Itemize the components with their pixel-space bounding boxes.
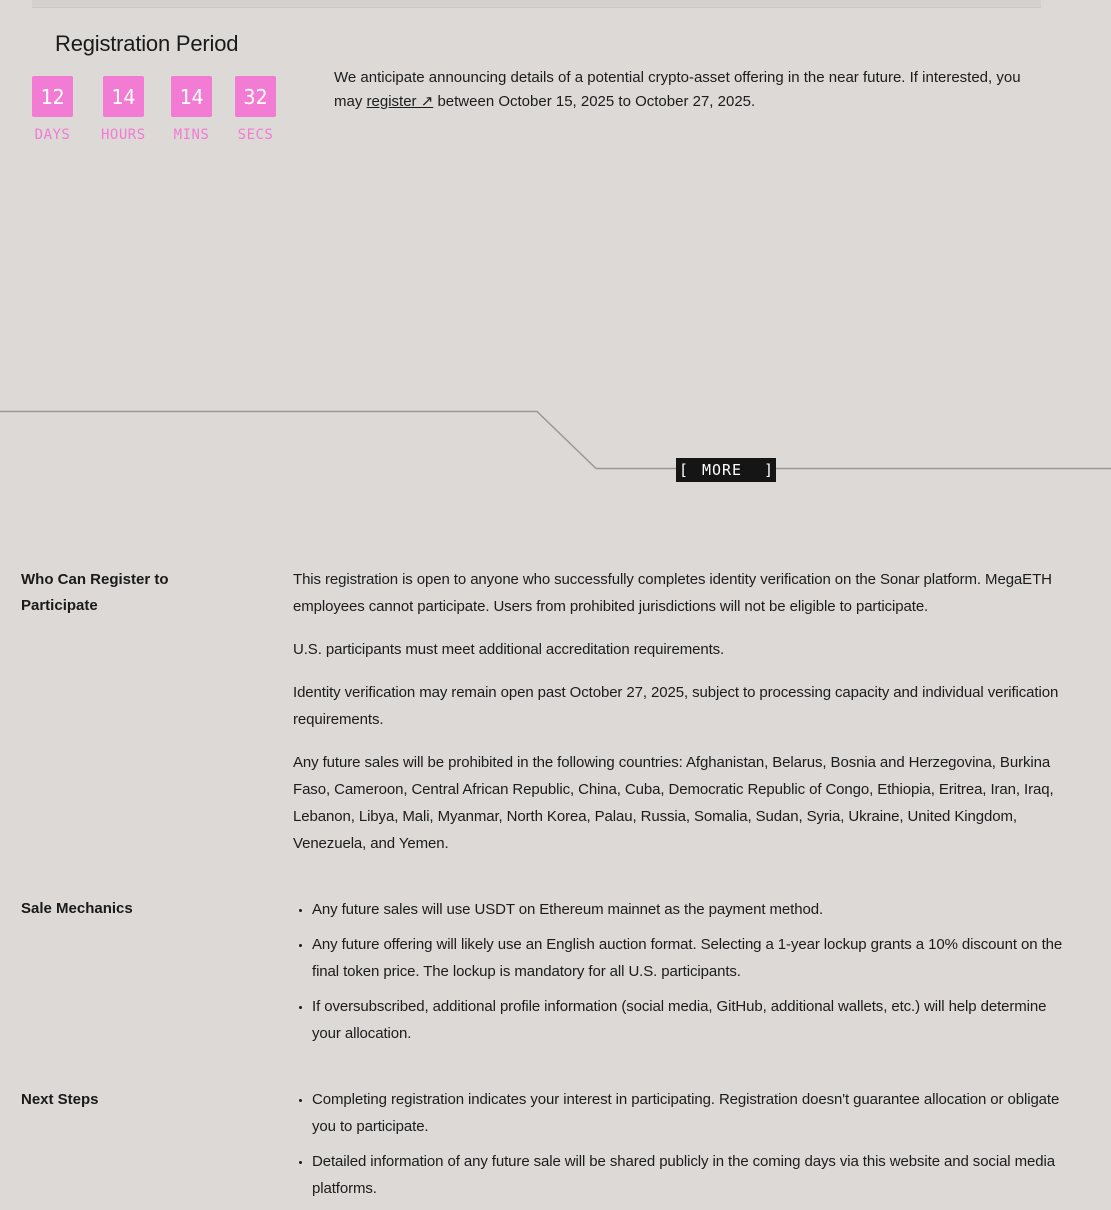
list-item: • Any future sales will use USDT on Ethereum mainnet as the payment method.: [312, 896, 1063, 923]
countdown-hours-label: HOURS: [101, 127, 146, 143]
register-link[interactable]: register ↗: [366, 93, 434, 110]
more-button-label: MORE: [701, 461, 743, 479]
who-paragraph-verification: Identity verification may remain open past October 27, 2025, subject to processing capacity and individual verification requirements.: [293, 684, 1059, 728]
registration-intro-text: [334, 66, 1034, 114]
countdown-secs-label: SECS: [237, 127, 274, 143]
next-steps-body: [293, 1086, 1063, 1210]
who-paragraph-prohibited: Any future sales will be prohibited in the following countries: Afghanistan, Belarus, Bosnia and Herzegovina, Burkina Faso, Cameroon, Central African Republic, China, Cuba, Democratic Republic of Congo, Ethiopia, Eritrea, Iran, Iraq, Lebanon, Libya, Mali, Myanmar, North Korea, Palau, Russia, Somalia, Sudan, Syria, Ukraine, United Kingdom, Venezuela, and Yemen.: [293, 754, 1054, 852]
list-item: • Completing registration indicates your interest in participating. Registration doesn't guarantee allocation or obligate you to participate.: [312, 1086, 1063, 1140]
section-divider-line: [0, 400, 1111, 480]
who-can-register-body: [293, 566, 1063, 873]
list-item: • Any future offering will likely use an English auction format. Selecting a 1-year lockup grants a 10% discount on the final token price. The lockup is mandatory for all U.S. participants.: [312, 931, 1063, 985]
who-paragraph-eligibility: This registration is open to anyone who successfully completes identity verification on the Sonar platform. MegaETH employees cannot participate. Users from prohibited jurisdictions will not be eligible to participate.: [293, 571, 1052, 615]
countdown-days: [32, 76, 73, 143]
sale-mechanics-body: [293, 896, 1063, 1055]
sale-mechanics-list: [293, 896, 1063, 1047]
countdown-secs-value: 32: [235, 76, 276, 117]
list-item: • Detailed information of any future sale will be shared publicly in the coming days via this website and social media platforms.: [312, 1148, 1063, 1202]
countdown-hours: [101, 76, 146, 143]
countdown-mins: [171, 76, 212, 143]
intro-text-before: We anticipate announcing details of a potential crypto-asset offering in the near future. If interested, you may: [334, 69, 1021, 110]
countdown-hours-value: 14: [103, 76, 144, 117]
more-button-close-bracket: ]: [763, 461, 773, 479]
countdown-days-label: DAYS: [34, 127, 71, 143]
registration-period-title: Registration Period: [55, 31, 239, 56]
intro-text-after: between October 15, 2025 to October 27, 2025.: [433, 93, 756, 110]
more-button-open-bracket: [: [679, 461, 689, 479]
countdown-mins-label: MINS: [173, 127, 210, 143]
countdown-mins-value: 14: [171, 76, 212, 117]
list-item: • If oversubscribed, additional profile information (social media, GitHub, additional wallets, etc.) will help determine your allocation.: [312, 993, 1063, 1047]
countdown-secs: [235, 76, 276, 143]
top-panel-edge: [32, 0, 1041, 8]
sale-mechanics-heading: Sale Mechanics: [21, 900, 133, 917]
who-can-register-heading: Who Can Register to Participate: [21, 571, 169, 614]
next-steps-list: [293, 1086, 1063, 1202]
next-steps-heading: Next Steps: [21, 1091, 99, 1108]
countdown-days-value: 12: [32, 76, 73, 117]
more-button[interactable]: [676, 458, 776, 482]
who-paragraph-us: U.S. participants must meet additional accreditation requirements.: [293, 641, 725, 658]
